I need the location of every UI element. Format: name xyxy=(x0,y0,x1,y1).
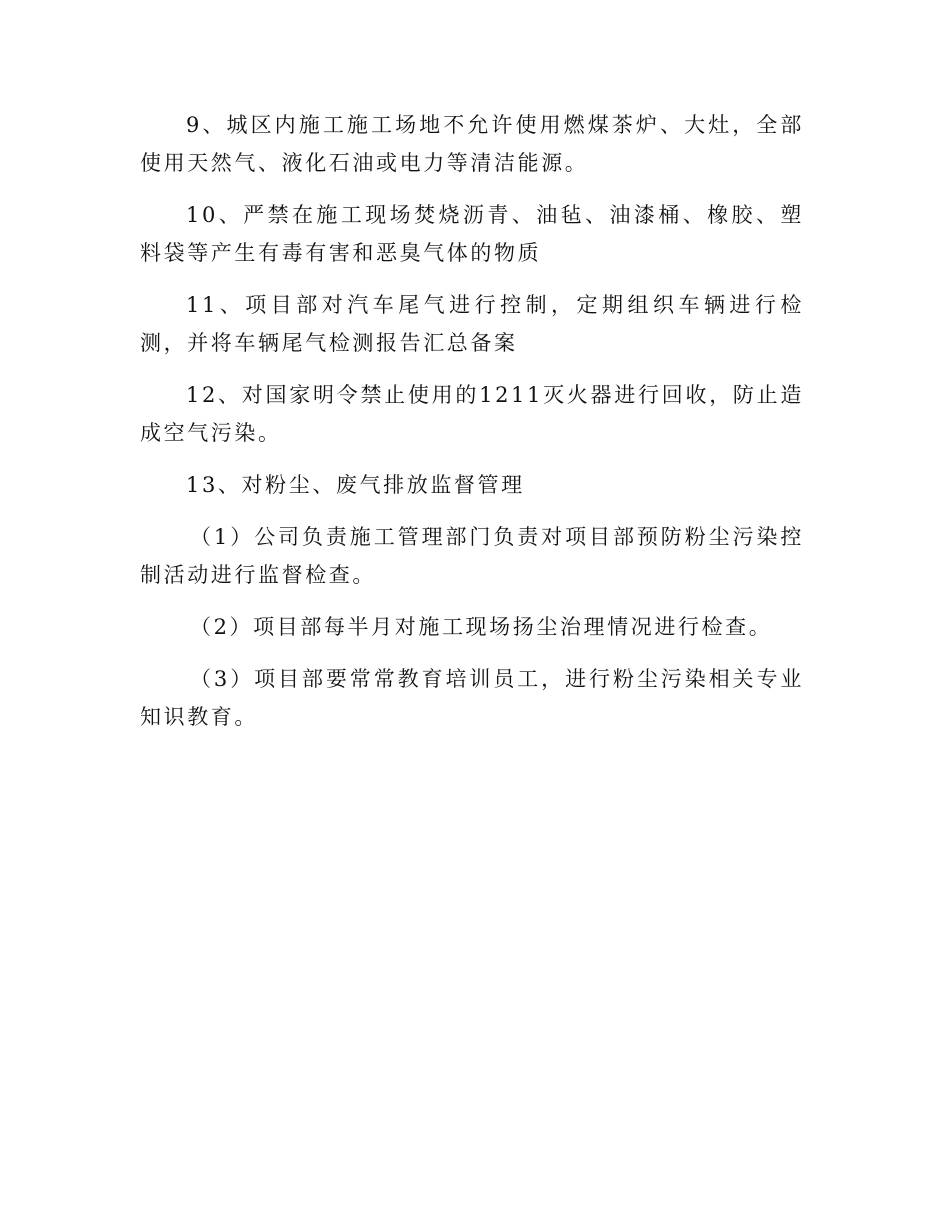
paragraph-subitem-2: （2）项目部每半月对施工现场扬尘治理情况进行检查。 xyxy=(190,615,773,639)
document-body xyxy=(140,106,804,750)
paragraph-subitem-1: （1）公司负责施工管理部门负责对项目部预防粉尘污染控制活动进行监督检查。 xyxy=(140,525,804,587)
paragraph-item-10: 10、严禁在施工现场焚烧沥青、油毡、油漆桶、橡胶、塑料袋等产生有毒有害和恶臭气体的物质 xyxy=(140,203,804,265)
paragraph-item-12: 12、对国家明令禁止使用的1211灭火器进行回收，防止造成空气污染。 xyxy=(140,383,804,445)
paragraph-item-9: 9、城区内施工施工场地不允许使用燃煤茶炉、大灶，全部使用天然气、液化石油或电力等清洁能源。 xyxy=(140,113,804,175)
paragraph-subitem-3: （3）项目部要常常教育培训员工，进行粉尘污染相关专业知识教育。 xyxy=(140,667,804,729)
paragraph-item-11: 11、项目部对汽车尾气进行控制，定期组织车辆进行检测，并将车辆尾气检测报告汇总备案 xyxy=(140,293,804,355)
paragraph-item-13: 13、对粉尘、废气排放监督管理 xyxy=(186,473,525,497)
